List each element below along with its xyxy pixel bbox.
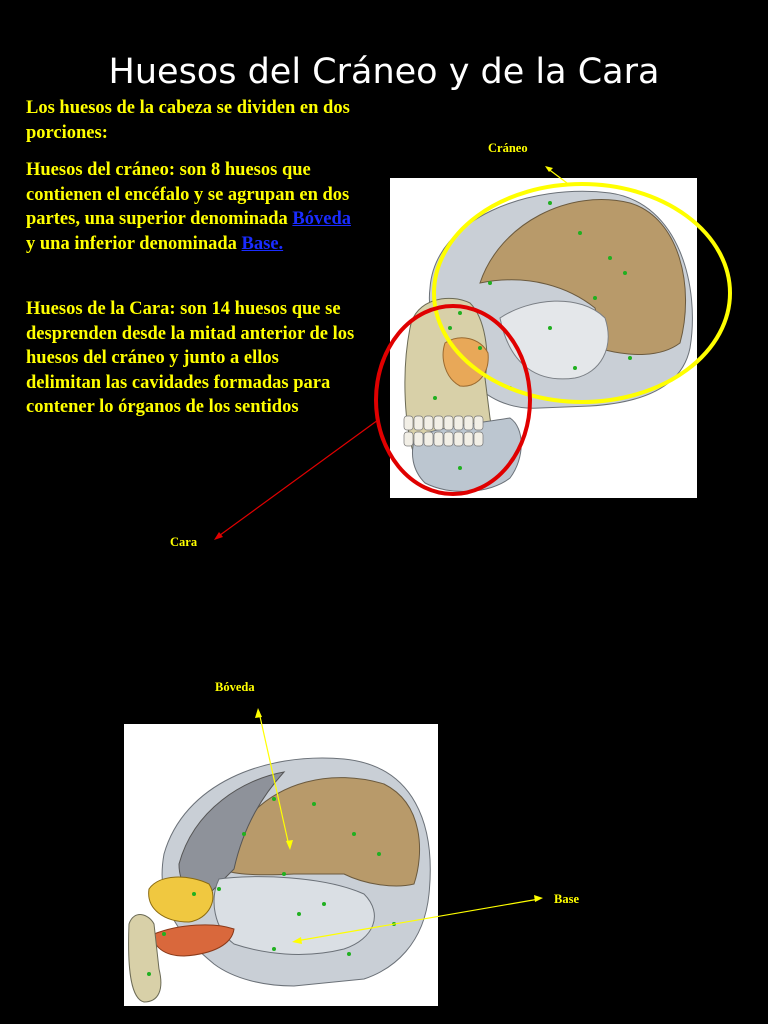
base-arrowhead-right	[534, 895, 543, 902]
skull-sagittal-illustration	[124, 724, 438, 1006]
craneo-arrowhead	[545, 166, 553, 172]
skull-sagittal-image	[124, 724, 438, 1006]
cara-text: Huesos de la Cara: son 14 huesos que se desprenden desde la mitad anterior de los huesos del cráneo y junto a ellos delimitan las cavidades formadas para contener lo órganos de los sentidos	[26, 299, 355, 417]
page-title: Huesos del Cráneo y de la Cara	[108, 52, 660, 92]
craneo-text-middle: y una inferior denominada	[26, 233, 242, 254]
intro-paragraph	[26, 96, 356, 145]
boveda-arrowhead-top	[255, 708, 262, 718]
craneo-text-before: Huesos del cráneo: son 8 huesos que contienen el encéfalo y se agrupan en dos partes, una superior denominada	[26, 160, 350, 229]
craneo-paragraph	[26, 158, 356, 256]
label-cara: Cara	[170, 535, 198, 549]
skull-lateral-illustration	[390, 178, 697, 498]
boveda-link[interactable]: Bóveda	[292, 209, 352, 229]
cara-paragraph	[26, 297, 356, 420]
cara-arrowhead	[214, 532, 223, 540]
intro-text: Los huesos de la cabeza se dividen en dos porciones:	[26, 98, 350, 143]
craneo-text	[26, 158, 356, 256]
cara-arrow	[216, 420, 378, 538]
label-boveda: Bóveda	[215, 680, 255, 694]
skull-lateral-image	[390, 178, 697, 498]
base-link[interactable]: Base.	[241, 233, 284, 254]
label-base: Base	[554, 892, 579, 906]
label-craneo: Cráneo	[488, 141, 528, 155]
